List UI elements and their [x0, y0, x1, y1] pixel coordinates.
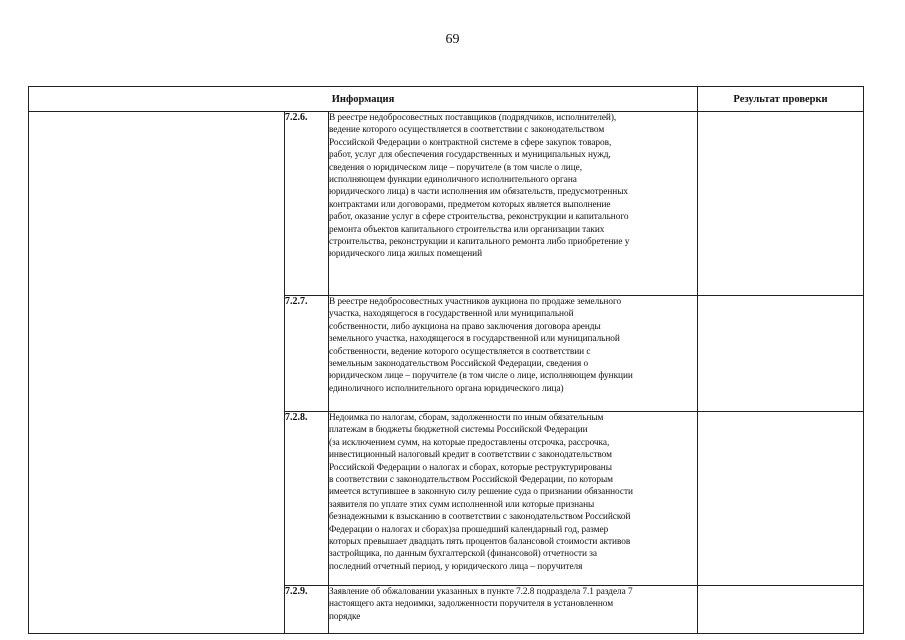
text-line: заявителя по уплате этих сумм исполненной или которые признаны — [329, 499, 595, 510]
item-text — [329, 586, 698, 634]
text-line: юридическом лице – поручителе (в том числе о лице, исполняющем функции — [329, 371, 633, 382]
text-line: ведение которого осуществляется в соответствии с законодательством — [329, 125, 605, 136]
item-text — [329, 296, 698, 412]
text-line: Заявление об обжаловании указанных в пункте 7.2.8 подраздела 7.1 раздела 7 — [329, 587, 633, 597]
text-line: Российской Федерации о контрактной системе в сфере закупок товаров, — [329, 137, 612, 148]
text-line: земельного участка, находящегося в государственной или муниципальной — [329, 334, 620, 345]
text-line: участка, находящегося в государственной или муниципальной — [329, 309, 574, 320]
text-line: ремонта объектов капитального строительства или организации таких — [329, 224, 605, 235]
text-line: инвестиционный налоговый кредит в соответствии с законодательством — [329, 450, 612, 461]
item-number: 7.2.7. — [285, 296, 329, 412]
result-cell — [698, 586, 864, 634]
text-line: собственности, ведение которого осуществляется в соответствии с — [329, 346, 591, 357]
text-line: контрактами или договорами, предметом которых является выполнение — [329, 199, 611, 210]
result-cell — [698, 412, 864, 586]
header-result: Результат проверки — [698, 87, 864, 112]
item-number: 7.2.6. — [285, 112, 329, 296]
text-line: работ, оказание услуг в сфере строительства, реконструкции и капитального — [329, 212, 629, 223]
result-cell — [698, 296, 864, 412]
text-line: платежам в бюджеты бюджетной системы Российской Федерации — [329, 425, 588, 436]
result-cell — [698, 112, 864, 296]
text-line: последний отчетный период, у юридического лица – поручителя — [329, 561, 583, 572]
text-line: (за исключением сумм, на которые предоставлены отсрочка, рассрочка, — [329, 437, 610, 448]
text-line: в соответствии с законодательством Российской Федерации, по которым — [329, 475, 613, 486]
text-line: порядке — [329, 611, 361, 622]
item-text — [329, 412, 698, 586]
info-table — [28, 86, 864, 634]
text-line: Федерации о налогах и сборах)за прошедший календарный год, размер — [329, 524, 609, 535]
text-line: земельным законодательством Российской Федерации, сведения о — [329, 359, 589, 370]
page-number: 69 — [445, 32, 460, 47]
item-number: 7.2.9. — [285, 586, 329, 634]
text-line: работ, услуг для обеспечения государственных и муниципальных нужд, — [329, 150, 611, 161]
text-line: безнадежными к взысканию в соответствии с законодательством Российской — [329, 512, 631, 523]
header-info: Информация — [29, 87, 698, 112]
text-line: единоличного исполнительного органа юридического лица) — [329, 383, 564, 394]
table-row — [29, 112, 864, 296]
text-line: которых превышает двадцать пять процентов балансовой стоимости активов — [329, 537, 631, 548]
blank-left-cell — [29, 112, 285, 634]
item-text — [329, 112, 698, 296]
text-line: юридического лица жилых помещений — [329, 249, 482, 260]
text-line: настоящего акта недоимки, задолженности поручителя в установленном — [329, 599, 614, 610]
text-line: строительства, реконструкции и капитального ремонта либо приобретение у — [329, 237, 630, 248]
header-row — [29, 87, 864, 112]
text-line: В реестре недобросовестных участников аукциона по продаже земельного — [329, 297, 622, 307]
text-line: Недоимка по налогам, сборам, задолженности по иным обязательным — [329, 413, 604, 423]
text-line: собственности, либо аукциона на право заключения договора аренды — [329, 321, 601, 332]
text-line: сведения о юридическом лице – поручителе (в том числе о лице, — [329, 162, 583, 173]
text-line: юридического лица) в части исполнения им обязательств, предусмотренных — [329, 187, 629, 198]
item-number: 7.2.8. — [285, 412, 329, 586]
text-line: Российской Федерации о налогах и сборах, которые реструктурированы — [329, 462, 612, 473]
text-line: имеется вступившее в законную силу решение суда о признании обязанности — [329, 487, 633, 498]
text-line: исполняющем функции единоличного исполнительного органа — [329, 175, 577, 186]
text-line: В реестре недобросовестных поставщиков (подрядчиков, исполнителей), — [329, 113, 617, 123]
text-line: застройщика, по данным бухгалтерской (финансовой) отчетности за — [329, 549, 597, 560]
